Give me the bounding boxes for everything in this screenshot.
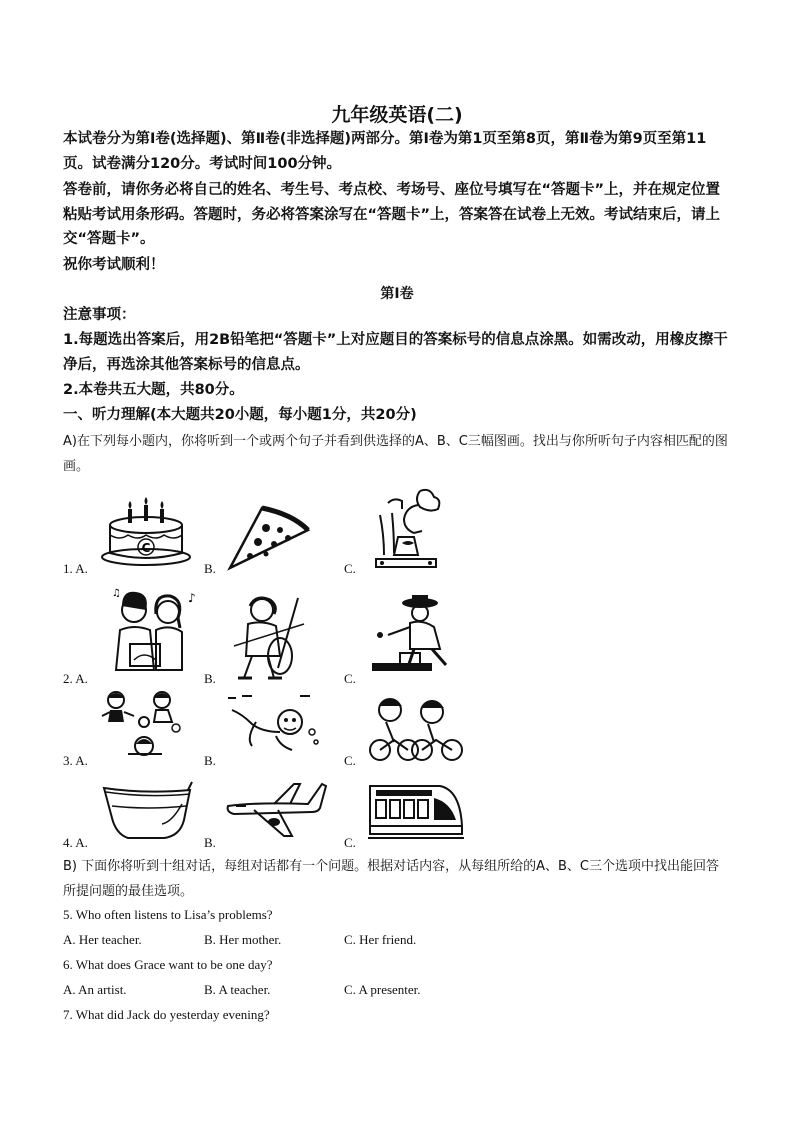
q2-label-b: B. — [204, 671, 216, 686]
boat-icon — [102, 778, 194, 840]
question-6-option-b: B. A teacher. — [204, 982, 271, 997]
q2-label-a: 2. A. — [63, 671, 88, 686]
svg-text:♫: ♫ — [112, 588, 121, 599]
part-b-instruction: B) 下面你将听到十组对话，每组对话都有一个问题。根据对话内容，从每组所给的A、B、C三个选项中找出能回答所提问题的最佳选项。 — [63, 859, 720, 899]
q4-label-c: C. — [344, 835, 356, 850]
kids-cycling-icon — [368, 694, 464, 766]
question-5-option-b: B. Her mother. — [204, 932, 282, 947]
airplane-icon — [224, 776, 328, 840]
q3-label-b: B. — [204, 753, 216, 768]
girls-singing-icon — [104, 584, 200, 680]
question-6-stem: 6. What does Grace want to be one day? — [63, 957, 273, 972]
notice-heading: 注意事项： — [63, 307, 136, 323]
birthday-cake-icon — [100, 495, 192, 567]
svg-text:♪: ♪ — [188, 591, 196, 605]
question-5-option-a: A. Her teacher. — [63, 932, 142, 947]
train-icon — [366, 778, 466, 842]
gardener-icon — [370, 593, 462, 673]
q4-label-a: 4. A. — [63, 835, 88, 850]
svg-text:C: C — [141, 541, 151, 555]
page-title: 九年级英语(二) — [331, 104, 463, 126]
kids-playing-icon — [100, 688, 186, 758]
notice-item-1: 1.每题选出答案后，用2B铅笔把“答题卡”上对应题目的答案标号的信息点涂黑。如需改动，用橡皮擦干净后，再选涂其他答案标号的信息点。 — [63, 332, 728, 373]
notice-item-2: 2.本卷共五大题，共80分。 — [63, 382, 244, 398]
intro-paragraph-3: 祝你考试顺利！ — [63, 257, 165, 273]
q1-label-b: B. — [204, 561, 216, 576]
q1-label-a: 1. A. — [63, 561, 88, 576]
q3-label-c: C. — [344, 753, 356, 768]
question-7-stem: 7. What did Jack do yesterday evening? — [63, 1007, 270, 1022]
question-5-stem: 5. Who often listens to Lisa’s problems? — [63, 907, 273, 922]
part1-heading: 一、听力理解(本大题共20小题，每小题1分，共20分) — [63, 407, 417, 423]
chef-cooking-icon — [368, 487, 444, 571]
intro-paragraph-2: 答卷前，请你务必将自己的姓名、考生号、考点校、考场号、座位号填写在“答题卡”上，并在规定位置粘贴考试用条形码。答题时，务必将答案涂写在“答题卡”上，答案答在试卷上无效。考试结束后，请上交“答题卡”。 — [63, 182, 721, 247]
swimmer-icon — [226, 692, 326, 756]
q1-label-c: C. — [344, 561, 356, 576]
q3-label-a: 3. A. — [63, 753, 88, 768]
pizza-slice-icon — [222, 500, 312, 572]
cello-player-icon — [228, 594, 314, 682]
part-a-instruction: A)在下列每小题内，你将听到一个或两个句子并看到供选择的A、B、C三幅图画。找出与你所听句子内容相匹配的图画。 — [63, 434, 728, 474]
intro-paragraph-1: 本试卷分为第Ⅰ卷(选择题)、第Ⅱ卷(非选择题)两部分。第Ⅰ卷为第1页至第8页，第Ⅱ卷为第9页至第11页。试卷满分120分。考试时间100分钟。 — [63, 131, 707, 172]
q4-label-b: B. — [204, 835, 216, 850]
question-5-option-c: C. Her friend. — [344, 932, 417, 947]
question-6-option-a: A. An artist. — [63, 982, 127, 997]
question-6-option-c: C. A presenter. — [344, 982, 421, 997]
q2-label-c: C. — [344, 671, 356, 686]
section-title: 第Ⅰ卷 — [380, 286, 414, 302]
